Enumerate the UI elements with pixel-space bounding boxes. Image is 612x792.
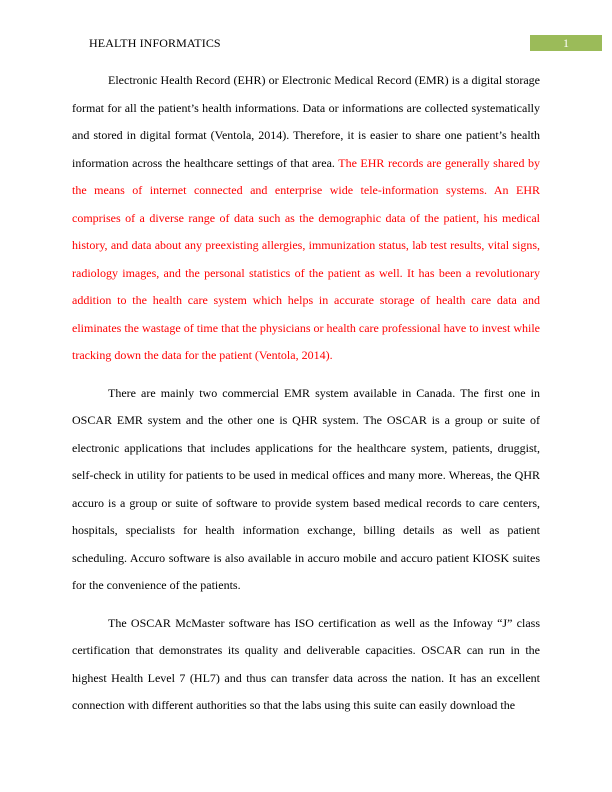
paragraph-ehr-definition [72,67,540,370]
running-header: HEALTH INFORMATICS [89,36,221,50]
paragraph-emr-systems-canada: There are mainly two commercial EMR system available in Canada. The first one in OSCAR EMR system and the other one is QHR system. The OSCAR is a group or suite of electronic applications that includes applications for the healthcare system, patients, druggist, self-check in utility for patients to be used in medical offices and many more. Whereas, the QHR accuro is a group or suite of software to provide system based medical records to care centers, hospitals, specialists for health information exchange, billing details as well as patient scheduling. Accuro software is also available in accuro mobile and accuro patient KIOSK suites for the convenience of the patients. [72,385,540,592]
page-number: 1 [530,35,602,51]
document-body [72,67,540,730]
paragraph-oscar-certification: The OSCAR McMaster software has ISO certification as well as the Infoway “J” class certification that demonstrates its quality and deliverable capacities. OSCAR can run in the highest Health Level 7 (HL7) and thus can transfer data across the nation. It has an excellent connection with different authorities so that the labs using this suite can easily download the [72,615,540,712]
highlighted-text: The EHR records are generally shared by the means of internet connected and enterprise wide tele-information systems. An EHR comprises of a diverse range of data such as the demographic data of the patient, his medical history, and data about any preexisting allergies, immunization status, lab test results, vital signs, radiology images, and the personal statistics of the patient as well. It has been a revolutionary addition to the health care system which helps in accurate storage of health care data and eliminates the wastage of time that the physicians or health care professional have to invest while tracking down the data for the patient (Ventola, 2014). [72,155,540,362]
paragraph-text: Electronic Health Record (EHR) or Electronic Medical Record (EMR) is a digital storage format for all the patient’s health informations. Data or informations are collected systematically and stored in digital format (Ventola, 2014). Therefore, it is easier to share one patient’s health information across the healthcare settings of that area. [72,73,540,170]
